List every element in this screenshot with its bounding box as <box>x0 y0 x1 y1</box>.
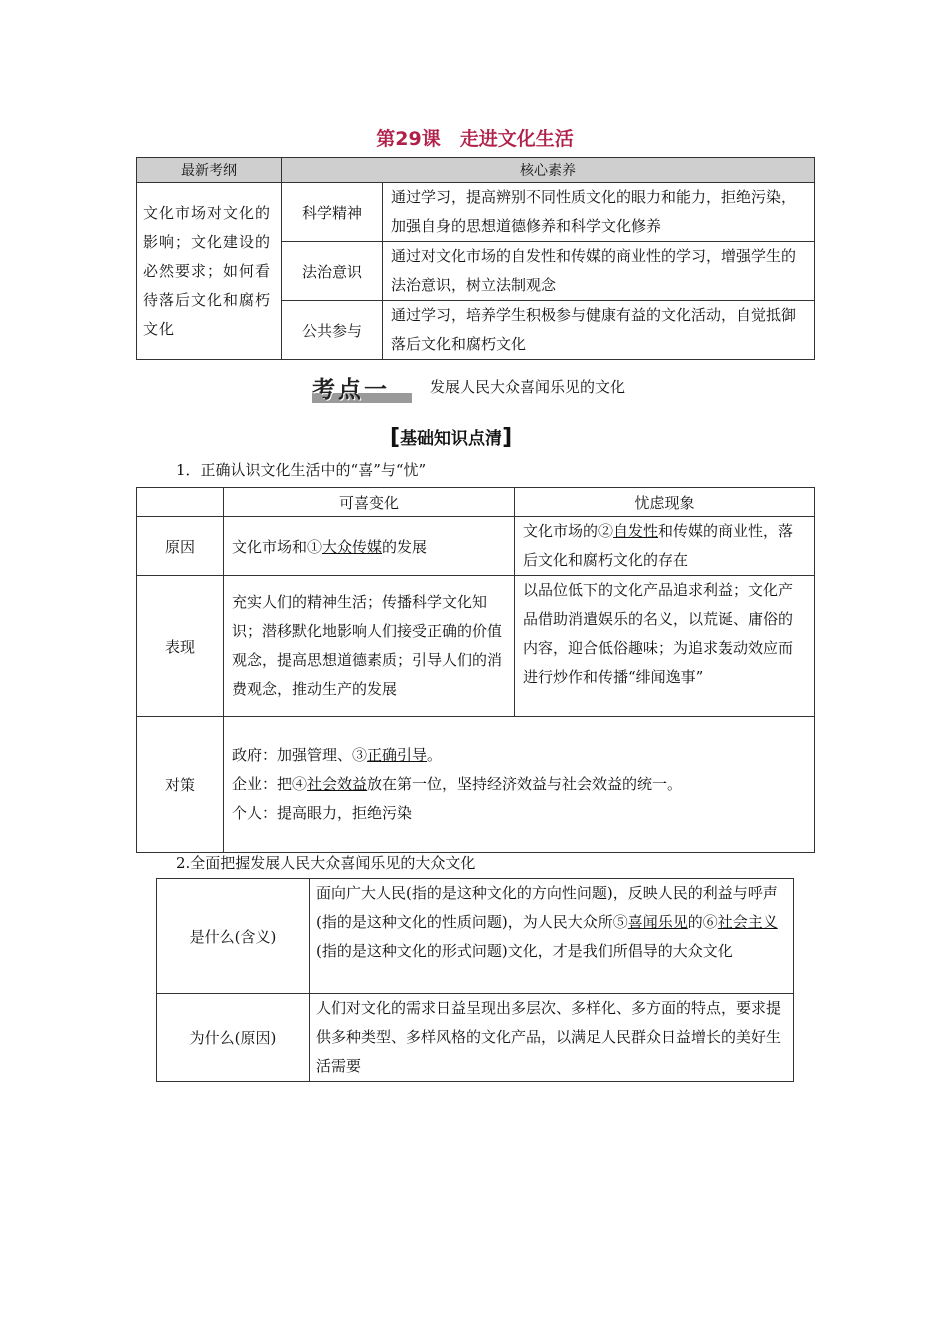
outline-text: 文化市场对文化的影响；文化建设的必然要求；如何看待落后文化和腐朽文化 <box>137 183 282 360</box>
countermeasure-individual: 个人：提高眼力，拒绝污染 <box>232 804 413 822</box>
cause-worry-cell <box>515 517 815 576</box>
kaodian-title: 发展人民大众喜闻乐见的文化 <box>430 378 626 396</box>
text-segment: 文化市场的② <box>523 522 614 540</box>
countermeasure-enterprise <box>232 770 806 799</box>
text-segment: 和传媒的商业性，落后文化和腐朽文化的存在 <box>523 522 794 569</box>
section-heading <box>390 424 512 450</box>
blank-header-cell <box>137 488 224 517</box>
text-segment: 面向广大人民(指的是这种文化的方向性问题)，反映人民的利益与呼声(指的是这种文化的性质问题)，为人民大众所⑤ <box>316 884 778 931</box>
outline-table <box>136 157 815 360</box>
answer-blank-2: 自发性 <box>613 522 659 540</box>
text-segment: 放在第一位，坚持经济效益与社会效益的统一。 <box>367 775 683 793</box>
answer-blank-5: 喜闻乐见 <box>627 913 688 931</box>
countermeasure-government <box>232 741 806 770</box>
header-core-literacy: 核心素养 <box>282 158 815 183</box>
answer-blank-1: 大众传媒 <box>322 537 383 556</box>
q2-heading: 2.全面把握发展人民大众喜闻乐见的大众文化 <box>176 854 476 872</box>
joy-worry-table <box>136 487 815 853</box>
answer-blank-4: 社会效益 <box>307 775 368 793</box>
text-segment: 政府：加强管理、③ <box>232 746 368 764</box>
manifestation-joy-cell: 充实人们的精神生活；传播科学文化知识；潜移默化地影响人们接受正确的价值观念，提高思想道德素质；引导人们的消费观念，推动生产的发展 <box>224 576 515 717</box>
literacy-label: 科学精神 <box>282 183 383 242</box>
badge-label: 考点一 <box>312 377 390 403</box>
section-heading-text: 基础知识点清 <box>400 429 503 449</box>
literacy-text: 通过学习，培养学生积极参与健康有益的文化活动，自觉抵御落后文化和腐朽文化 <box>383 301 815 360</box>
countermeasure-cell <box>224 717 815 853</box>
answer-blank-3: 正确引导 <box>367 746 428 764</box>
text-segment: 。 <box>427 746 443 764</box>
text-segment: 文化市场和① <box>232 537 323 556</box>
literacy-text: 通过对文化市场的自发性和传媒的商业性的学习，增强学生的法治意识，树立法制观念 <box>383 242 815 301</box>
row-label-countermeasure: 对策 <box>137 717 224 853</box>
row-label-cause: 原因 <box>137 517 224 576</box>
col-header-joy: 可喜变化 <box>224 488 515 517</box>
header-latest-outline: 最新考纲 <box>137 158 282 183</box>
text-segment: (指的是这种文化的形式问题)文化，才是我们所倡导的大众文化 <box>316 942 733 960</box>
q1-heading: 1．正确认识文化生活中的“喜”与“忧” <box>176 461 427 479</box>
row-label-why: 为什么(原因) <box>157 994 310 1082</box>
row-label-manifestation: 表现 <box>137 576 224 717</box>
mass-culture-table <box>156 878 794 1082</box>
col-header-worry: 忧虑现象 <box>515 488 815 517</box>
text-segment: 的⑥ <box>687 913 718 931</box>
literacy-text: 通过学习，提高辨别不同性质文化的眼力和能力，拒绝污染，加强自身的思想道德修养和科学文化修养 <box>383 183 815 242</box>
why-cell: 人们对文化的需求日益呈现出多层次、多样化、多方面的特点，要求提供多种类型、多样风格的文化产品，以满足人民群众日益增长的美好生活需要 <box>310 994 794 1082</box>
what-cell <box>310 879 794 994</box>
literacy-label: 公共参与 <box>282 301 383 360</box>
literacy-label: 法治意识 <box>282 242 383 301</box>
text-segment: 的发展 <box>382 537 428 556</box>
bracket-right: ] <box>502 425 513 450</box>
row-label-what: 是什么(含义) <box>157 879 310 994</box>
page-title: 第29课 走进文化生活 <box>376 128 574 150</box>
manifestation-worry-cell: 以品位低下的文化产品追求利益；文化产品借助消遣娱乐的名义，以荒诞、庸俗的内容，迎合低俗趣味；为追求轰动效应而进行炒作和传播“绯闻逸事” <box>515 576 815 717</box>
text-segment: 企业：把④ <box>232 775 308 793</box>
kaodian-badge <box>312 371 416 403</box>
cause-joy-cell <box>224 517 515 576</box>
answer-blank-6: 社会主义 <box>717 913 778 931</box>
bracket-left: [ <box>390 425 401 450</box>
